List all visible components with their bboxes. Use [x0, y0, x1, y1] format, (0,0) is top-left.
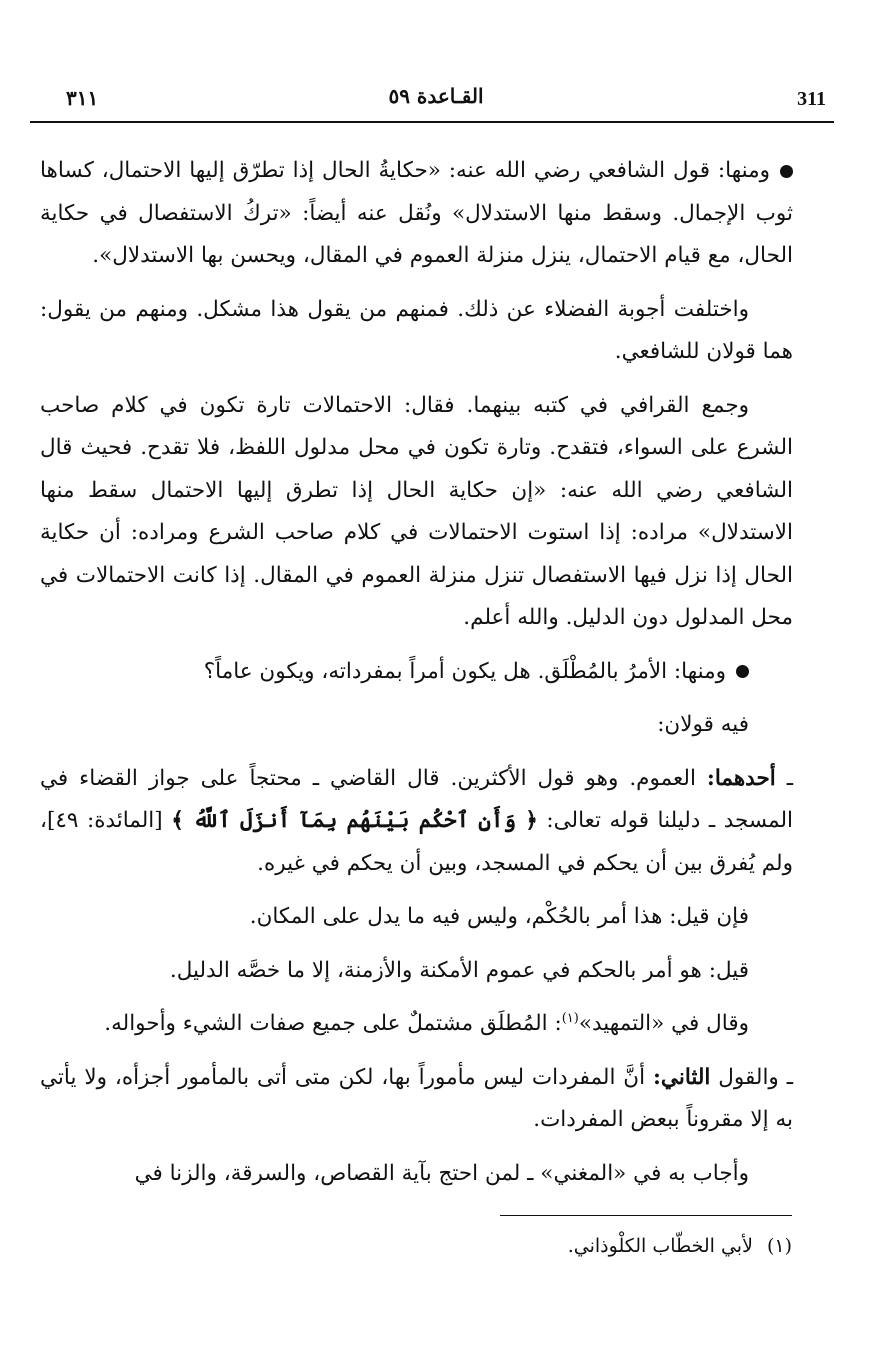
page-header	[38, 80, 834, 120]
page-number-latin: 311	[797, 88, 826, 110]
paragraph-6: ـ أحدهما: العموم. وهو قول الأكثرين. قال القاضي ـ محتجاً على جواز القضاء في المسجد ـ دليلنا قوله تعالى: ﴿ وَأَنِ ٱحْكُم بَيْنَهُم بِمَآ أَنزَلَ ٱللَّهُ ﴾ [المائدة: ٤٩]، ولم يُفرق بين أن يحكم في المسجد، وبين أن يحكم في غيره.	[40, 765, 793, 876]
running-title: القـاعدة ٥٩	[388, 84, 484, 108]
paragraph-9: وقال في «التمهيد»$^{(١)}$: المُطلَق مشتملٌ على جميع صفات الشيء وأحواله.	[104, 1010, 749, 1036]
footnote-ref: (١)	[561, 1010, 579, 1026]
paragraph-10: ـ والقول الثاني: أنَّ المفردات ليس مأموراً بها، لكن متى أتى بالمأمور أجزأه، ولا يأتي به إلا مقروناً ببعض المفردات.	[40, 1064, 794, 1132]
main-text	[40, 150, 793, 1206]
footnote-rule	[500, 1215, 792, 1216]
page-number-arabic: ٣١١	[66, 86, 99, 110]
paragraph-5: فيه قولان:	[657, 712, 749, 737]
paragraph-1: ومنها: قول الشافعي رضي الله عنه: «حكايةُ الحال إذا تطرّق إليها الاحتمال، كساها ثوب الإجمال. وسقط منها الاستدلال» ونُقل عنه أيضاً: «تركُ الاستفصال في حكاية الحال، مع قيام الاحتمال، ينزل منزلة العموم في المقال، ويحسن بها الاستدلال».	[40, 158, 793, 268]
paragraph-11: وأجاب به في «المغني» ـ لمن احتج بآية القصاص، والسرقة، والزنا في	[134, 1160, 749, 1186]
bullet-icon	[736, 665, 749, 678]
header-rule	[30, 121, 834, 123]
paragraph-4: ومنها: الأمرُ بالمُطْلَق. هل يكون أمراً بمفرداته، ويكون عاماً؟	[40, 651, 793, 694]
bullet-icon	[780, 165, 793, 178]
paragraph-8: قيل: هو أمر بالحكم في عموم الأمكنة والأزمنة، إلا ما خصَّه الدليل.	[169, 957, 749, 983]
footnote	[420, 1235, 792, 1257]
first-opinion-label: أحدهما:	[706, 765, 776, 791]
paragraph-2: واختلفت أجوبة الفضلاء عن ذلك. فمنهم من يقول هذا مشكل. ومنهم من يقول: هما قولان للشافعي.	[40, 296, 793, 364]
footnote-number: (١)	[766, 1235, 792, 1257]
paragraph-3: وجمع القرافي في كتبه بينهما. فقال: الاحتمالات تارة تكون في كلام صاحب الشرع على السواء، فتقدح. وتارة تكون في محل مدلول اللفظ، فلا تقدح. فحيث قال الشافعي رضي الله عنه: «إن حكاية الحال إذا تطرق إليها الاحتمال سقط منها الاستدلال» مراده: إذا استوت الاحتمالات في كلام صاحب الشرع ومراده: أن حكاية الحال إذا نزل فيها الاستفصال تنزل منزلة العموم في المقال. إذا كانت الاحتمالات في محل المدلول دون الدليل. والله أعلم.	[40, 392, 793, 630]
paragraph-7: فإن قيل: هذا أمر بالحُكْم، وليس فيه ما يدل على المكان.	[249, 904, 749, 929]
quran-verse: ﴿ وَأَنِ ٱحْكُم بَيْنَهُم بِمَآ أَنزَلَ ٱللَّهُ ﴾	[171, 808, 538, 833]
second-opinion-label: الثاني:	[652, 1064, 711, 1090]
footnote-text: لأبي الخطّاب الكلْوذاني.	[567, 1235, 753, 1257]
